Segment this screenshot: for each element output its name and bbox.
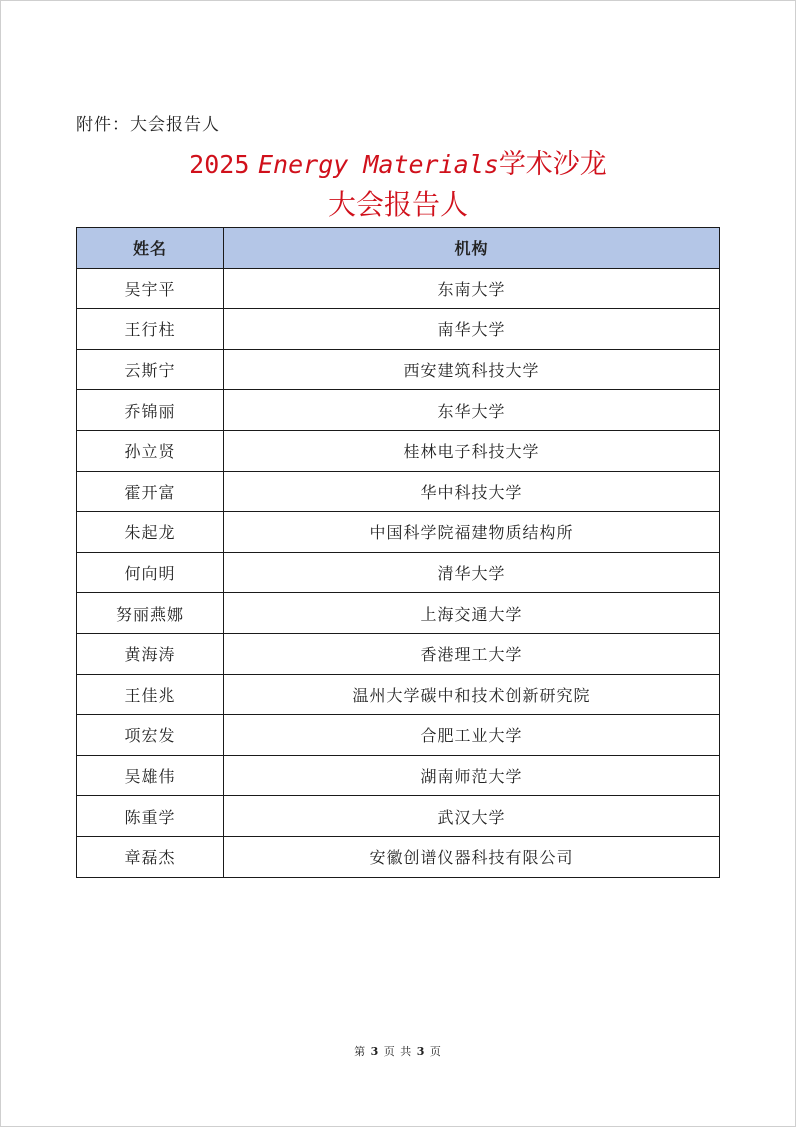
table-row (77, 674, 720, 715)
title-year: 2025 (189, 150, 250, 179)
speaker-org-cell: 华中科技大学 (224, 471, 720, 512)
footer-page-number: 3 (370, 1045, 380, 1058)
table-row (77, 268, 720, 309)
speaker-org-cell: 安徽创谱仪器科技有限公司 (224, 836, 720, 877)
footer-total-pages: 3 (416, 1045, 426, 1058)
footer-prefix: 第 (354, 1045, 367, 1058)
speaker-org-cell: 中国科学院福建物质结构所 (224, 512, 720, 553)
title-journal: Energy Materials (257, 150, 499, 179)
table-row (77, 836, 720, 877)
speaker-org-cell: 武汉大学 (224, 796, 720, 837)
speaker-name-cell: 云斯宁 (77, 349, 224, 390)
table-row (77, 552, 720, 593)
speaker-org-cell: 东华大学 (224, 390, 720, 431)
speaker-name-cell: 王佳兆 (77, 674, 224, 715)
document-title (0, 148, 796, 182)
speaker-org-cell: 上海交通大学 (224, 593, 720, 634)
column-header-name: 姓名 (77, 228, 224, 269)
speaker-name-cell: 项宏发 (77, 715, 224, 756)
speaker-org-cell: 温州大学碳中和技术创新研究院 (224, 674, 720, 715)
speaker-org-cell: 桂林电子科技大学 (224, 430, 720, 471)
speaker-name-cell: 朱起龙 (77, 512, 224, 553)
speaker-org-cell: 西安建筑科技大学 (224, 349, 720, 390)
speaker-name-cell: 章磊杰 (77, 836, 224, 877)
column-header-org: 机构 (224, 228, 720, 269)
speaker-name-cell: 王行柱 (77, 309, 224, 350)
speaker-name-cell: 乔锦丽 (77, 390, 224, 431)
speaker-org-cell: 清华大学 (224, 552, 720, 593)
table-row (77, 512, 720, 553)
title-suffix: 学术沙龙 (498, 149, 607, 180)
table-row (77, 796, 720, 837)
speaker-name-cell: 陈重学 (77, 796, 224, 837)
speaker-org-cell: 合肥工业大学 (224, 715, 720, 756)
speaker-org-cell: 东南大学 (224, 268, 720, 309)
table-row (77, 593, 720, 634)
table-row (77, 390, 720, 431)
footer-middle: 页 共 (383, 1045, 413, 1058)
speakers-table (76, 227, 720, 878)
speaker-name-cell: 何向明 (77, 552, 224, 593)
table-row (77, 309, 720, 350)
table-row (77, 349, 720, 390)
speaker-name-cell: 霍开富 (77, 471, 224, 512)
speaker-org-cell: 南华大学 (224, 309, 720, 350)
speaker-name-cell: 努丽燕娜 (77, 593, 224, 634)
speaker-name-cell: 吴雄伟 (77, 755, 224, 796)
speaker-org-cell: 湖南师范大学 (224, 755, 720, 796)
table-row (77, 633, 720, 674)
attachment-label: 附件：大会报告人 (76, 115, 220, 135)
table-row (77, 430, 720, 471)
speaker-org-cell: 香港理工大学 (224, 633, 720, 674)
speaker-name-cell: 孙立贤 (77, 430, 224, 471)
table-row (77, 471, 720, 512)
table-row (77, 755, 720, 796)
table-row (77, 715, 720, 756)
footer-suffix: 页 (429, 1045, 442, 1058)
speaker-name-cell: 黄海涛 (77, 633, 224, 674)
table-header-row (77, 228, 720, 269)
document-subtitle: 大会报告人 (327, 188, 468, 221)
page-footer (0, 1043, 796, 1059)
speaker-name-cell: 吴宇平 (77, 268, 224, 309)
